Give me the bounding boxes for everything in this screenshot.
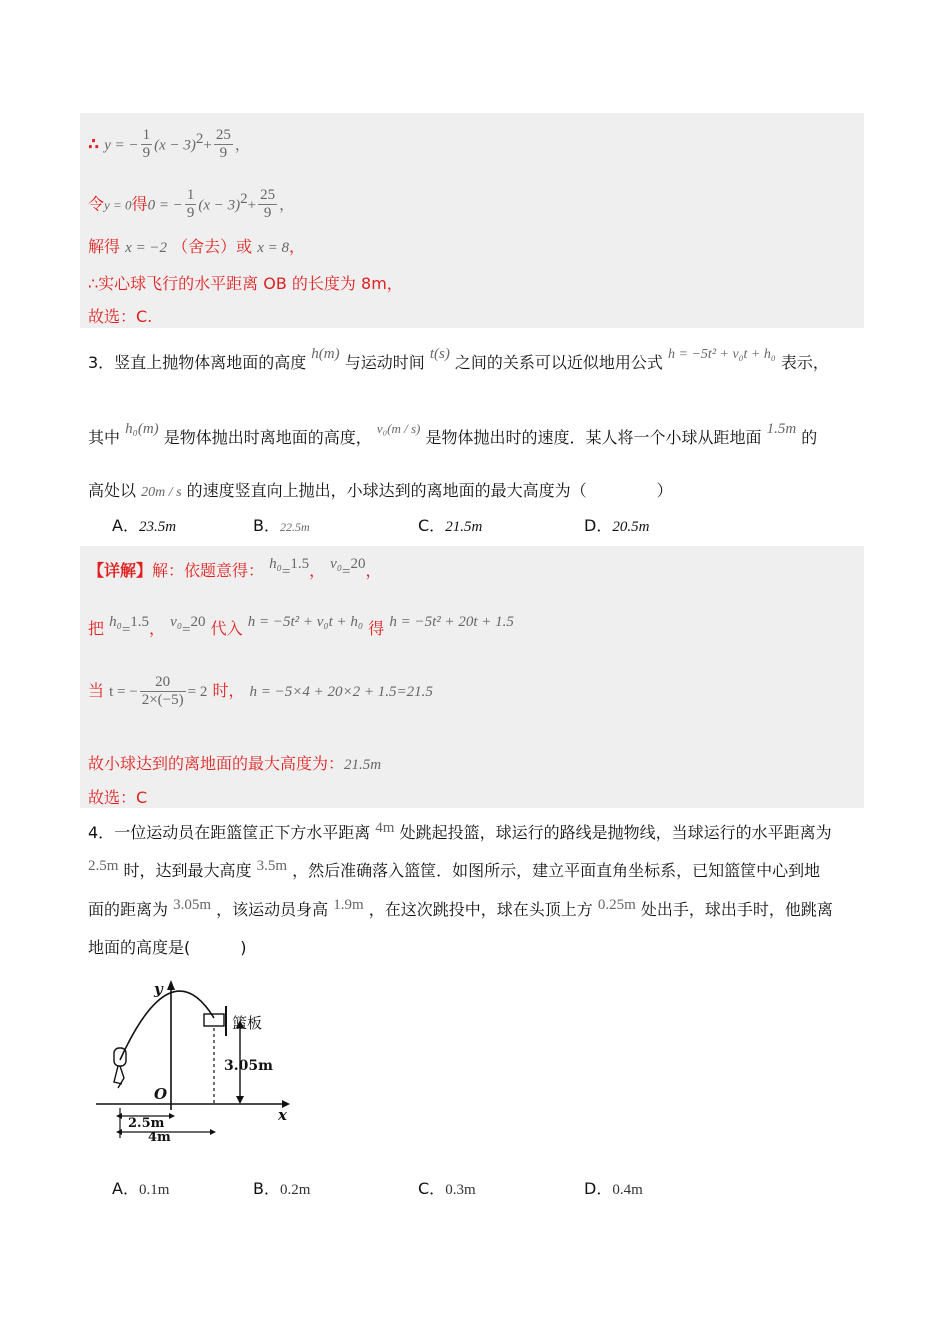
question-3-option-d[interactable]: D．20.5m bbox=[584, 516, 650, 535]
fraction: $\frac{25}{9}$ bbox=[215, 127, 231, 162]
x-axis-label: x bbox=[278, 1106, 287, 1124]
question-4-option-a[interactable]: A．0.1m bbox=[112, 1179, 170, 1198]
backboard-label: 篮板 bbox=[232, 1014, 263, 1032]
solution-line-2: 令y = 0得0 = − $\frac{1}{9}$ $(x - 3)^2+$ $\frac{25}{9}$ ， bbox=[88, 187, 295, 222]
question-4-line-3: 面的距离为 3.05m ，该运动员身高 1.9m ，在这次跳投中，球在头顶上方 0.25m 处出手，球出手时，他跳离 bbox=[88, 897, 833, 919]
solution-choice: 故选：C. bbox=[88, 307, 153, 326]
player-icon bbox=[114, 1048, 126, 1088]
fraction: $\frac{1}{9}$ bbox=[142, 127, 151, 162]
question-4-line-4: 地面的高度是( ) bbox=[88, 938, 247, 957]
fraction: $\frac{1}{9}$ bbox=[186, 187, 195, 222]
solution-line-4: ∴实心球飞行的水平距离 OB 的长度为 8m， bbox=[88, 274, 403, 293]
sol3-line-4: 故小球达到的离地面的最大高度为：21.5m bbox=[88, 754, 382, 773]
question-3-line-3: 高处以 20m / s 的速度竖直向上抛出，小球达到的离地面的最大高度为（ ） bbox=[88, 481, 673, 500]
height-label: 3.05m bbox=[224, 1058, 273, 1074]
question-4-option-c[interactable]: C．0.3m bbox=[418, 1179, 476, 1198]
sol3-line-1: 【详解】解：依题意得： h₀=1.5， v₀=20， bbox=[88, 556, 382, 580]
question-4-option-d[interactable]: D．0.4m bbox=[584, 1179, 643, 1198]
question-3-option-b[interactable]: B．22.5m bbox=[253, 516, 310, 535]
sol3-choice: 故选：C bbox=[88, 788, 148, 807]
question-3-option-c[interactable]: C．21.5m bbox=[418, 516, 483, 535]
question-4-line-1: 4．一位运动员在距篮筐正下方水平距离 4m 处跳起投篮，球运行的路线是抛物线，当球运行的水平距离为 bbox=[88, 820, 832, 842]
question-4-option-b[interactable]: B．0.2m bbox=[253, 1179, 311, 1198]
basketball-figure bbox=[92, 978, 302, 1143]
solution-line-3: 解得 x = −2 （舍去）或 x = 8， bbox=[88, 237, 306, 256]
question-4-line-2: 2.5m 时，达到最大高度 3.5m ，然后准确落入篮筐．如图所示，建立平面直角坐标系，已知篮筐中心到地 bbox=[88, 858, 821, 880]
y-axis-arrow bbox=[167, 980, 175, 990]
question-3-line-2: 其中 h₀(m) 是物体抛出时离地面的高度， $^{v_0(m / s)}$ 是物体抛出时的速度．某人将一个小球从距地面 1.5m 的 bbox=[88, 421, 818, 447]
fraction: $\frac{25}{9}$ bbox=[260, 187, 276, 222]
y-axis-label: y bbox=[154, 980, 163, 998]
fraction: $\frac{20}{2\times(-5)}$ bbox=[141, 674, 184, 708]
question-3-option-a[interactable]: A．23.5m bbox=[112, 516, 177, 535]
ball-trajectory bbox=[120, 991, 214, 1060]
dist-short-label: 2.5m bbox=[128, 1116, 165, 1131]
origin-label: O bbox=[154, 1085, 168, 1103]
sol3-line-3: 当 t = − $\frac{20}{2\times(-5)}$ = 2 时， h = −5×4 + 20×2 + 1.5=21.5 bbox=[88, 674, 433, 708]
dist-long-label: 4m bbox=[148, 1130, 171, 1143]
hoop bbox=[204, 1014, 224, 1026]
sol3-line-2: 把 h₀=1.5， v₀=20 代入 h = −5t² + v₀t + h₀ 得 h = −5t² + 20t + 1.5 bbox=[88, 614, 514, 638]
solution-line-1: ∴ y = − $\frac{1}{9}$ $(x - 3)^2+$ $\frac{25}{9}$ ， bbox=[88, 127, 250, 162]
question-3-line-1: 3．竖直上抛物体离地面的高度 h(m) 与运动时间 t(s) 之间的关系可以近似地用公式 h = −5t² + v₀t + h₀ 表示， bbox=[88, 346, 829, 372]
